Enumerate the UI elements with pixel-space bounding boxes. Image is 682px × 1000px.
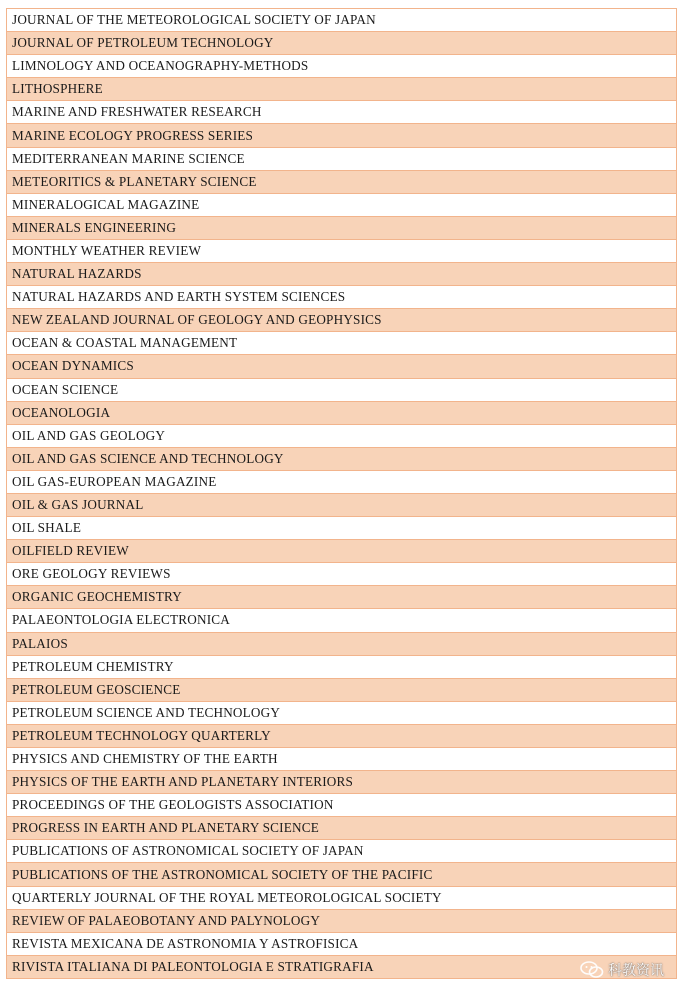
- table-row: [7, 101, 677, 124]
- table-row: [7, 863, 677, 886]
- journal-name-cell: NEW ZEALAND JOURNAL OF GEOLOGY AND GEOPHYSICS: [7, 309, 677, 332]
- journal-name-cell: OCEAN DYNAMICS: [7, 355, 677, 378]
- journal-name-cell: PHYSICS OF THE EARTH AND PLANETARY INTERIORS: [7, 771, 677, 794]
- journal-name-cell: PETROLEUM SCIENCE AND TECHNOLOGY: [7, 701, 677, 724]
- journal-name-cell: OCEAN SCIENCE: [7, 378, 677, 401]
- table-row: [7, 9, 677, 32]
- journal-name-cell: MEDITERRANEAN MARINE SCIENCE: [7, 147, 677, 170]
- table-row: [7, 378, 677, 401]
- journal-name-cell: PHYSICS AND CHEMISTRY OF THE EARTH: [7, 748, 677, 771]
- journal-name-cell: RIVISTA ITALIANA DI PALEONTOLOGIA E STRATIGRAFIA: [7, 955, 677, 978]
- journal-name-cell: QUARTERLY JOURNAL OF THE ROYAL METEOROLOGICAL SOCIETY: [7, 886, 677, 909]
- table-row: [7, 909, 677, 932]
- table-row: [7, 932, 677, 955]
- journal-list-table: [6, 8, 677, 979]
- table-row: [7, 886, 677, 909]
- journal-name-cell: LIMNOLOGY AND OCEANOGRAPHY-METHODS: [7, 55, 677, 78]
- table-row: [7, 678, 677, 701]
- journal-name-cell: OIL SHALE: [7, 517, 677, 540]
- journal-name-cell: PUBLICATIONS OF THE ASTRONOMICAL SOCIETY OF THE PACIFIC: [7, 863, 677, 886]
- table-row: [7, 170, 677, 193]
- journal-name-cell: JOURNAL OF PETROLEUM TECHNOLOGY: [7, 32, 677, 55]
- table-row: [7, 724, 677, 747]
- journal-name-cell: JOURNAL OF THE METEOROLOGICAL SOCIETY OF JAPAN: [7, 9, 677, 32]
- journal-name-cell: PROCEEDINGS OF THE GEOLOGISTS ASSOCIATION: [7, 794, 677, 817]
- journal-name-cell: OCEANOLOGIA: [7, 401, 677, 424]
- table-row: [7, 632, 677, 655]
- wechat-icon: [580, 961, 604, 979]
- table-row: [7, 147, 677, 170]
- journal-name-cell: OIL GAS-EUROPEAN MAGAZINE: [7, 470, 677, 493]
- journal-name-cell: MARINE ECOLOGY PROGRESS SERIES: [7, 124, 677, 147]
- table-row: [7, 124, 677, 147]
- journal-list-body: [7, 9, 677, 979]
- journal-name-cell: METEORITICS & PLANETARY SCIENCE: [7, 170, 677, 193]
- table-row: [7, 447, 677, 470]
- journal-name-cell: NATURAL HAZARDS: [7, 263, 677, 286]
- journal-name-cell: PETROLEUM CHEMISTRY: [7, 655, 677, 678]
- table-row: [7, 32, 677, 55]
- journal-list-table-container: [6, 8, 677, 979]
- table-row: [7, 401, 677, 424]
- journal-name-cell: PETROLEUM GEOSCIENCE: [7, 678, 677, 701]
- watermark: [580, 960, 664, 980]
- table-row: [7, 309, 677, 332]
- table-row: [7, 771, 677, 794]
- table-row: [7, 609, 677, 632]
- journal-name-cell: OIL AND GAS GEOLOGY: [7, 424, 677, 447]
- journal-name-cell: MINERALS ENGINEERING: [7, 216, 677, 239]
- table-row: [7, 355, 677, 378]
- journal-name-cell: MINERALOGICAL MAGAZINE: [7, 193, 677, 216]
- journal-name-cell: PUBLICATIONS OF ASTRONOMICAL SOCIETY OF JAPAN: [7, 840, 677, 863]
- journal-name-cell: NATURAL HAZARDS AND EARTH SYSTEM SCIENCES: [7, 286, 677, 309]
- table-row: [7, 332, 677, 355]
- table-row: [7, 470, 677, 493]
- table-row: [7, 655, 677, 678]
- table-row: [7, 216, 677, 239]
- table-row: [7, 817, 677, 840]
- table-row: [7, 794, 677, 817]
- table-row: [7, 517, 677, 540]
- table-row: [7, 840, 677, 863]
- table-row: [7, 493, 677, 516]
- table-row: [7, 286, 677, 309]
- table-row: [7, 701, 677, 724]
- journal-name-cell: PETROLEUM TECHNOLOGY QUARTERLY: [7, 724, 677, 747]
- table-row: [7, 748, 677, 771]
- table-row: [7, 55, 677, 78]
- journal-name-cell: LITHOSPHERE: [7, 78, 677, 101]
- journal-name-cell: REVISTA MEXICANA DE ASTRONOMIA Y ASTROFISICA: [7, 932, 677, 955]
- table-row: [7, 78, 677, 101]
- journal-name-cell: ORE GEOLOGY REVIEWS: [7, 563, 677, 586]
- journal-name-cell: PALAIOS: [7, 632, 677, 655]
- table-row: [7, 563, 677, 586]
- table-row: [7, 540, 677, 563]
- table-row: [7, 239, 677, 262]
- table-row: [7, 424, 677, 447]
- table-row: [7, 955, 677, 978]
- watermark-text: 科教资讯: [608, 963, 664, 979]
- journal-name-cell: PROGRESS IN EARTH AND PLANETARY SCIENCE: [7, 817, 677, 840]
- journal-name-cell: MONTHLY WEATHER REVIEW: [7, 239, 677, 262]
- journal-name-cell: REVIEW OF PALAEOBOTANY AND PALYNOLOGY: [7, 909, 677, 932]
- table-row: [7, 193, 677, 216]
- journal-name-cell: OCEAN & COASTAL MANAGEMENT: [7, 332, 677, 355]
- journal-name-cell: MARINE AND FRESHWATER RESEARCH: [7, 101, 677, 124]
- journal-name-cell: ORGANIC GEOCHEMISTRY: [7, 586, 677, 609]
- table-row: [7, 586, 677, 609]
- journal-name-cell: OIL & GAS JOURNAL: [7, 493, 677, 516]
- table-row: [7, 263, 677, 286]
- journal-name-cell: OILFIELD REVIEW: [7, 540, 677, 563]
- journal-name-cell: OIL AND GAS SCIENCE AND TECHNOLOGY: [7, 447, 677, 470]
- journal-name-cell: PALAEONTOLOGIA ELECTRONICA: [7, 609, 677, 632]
